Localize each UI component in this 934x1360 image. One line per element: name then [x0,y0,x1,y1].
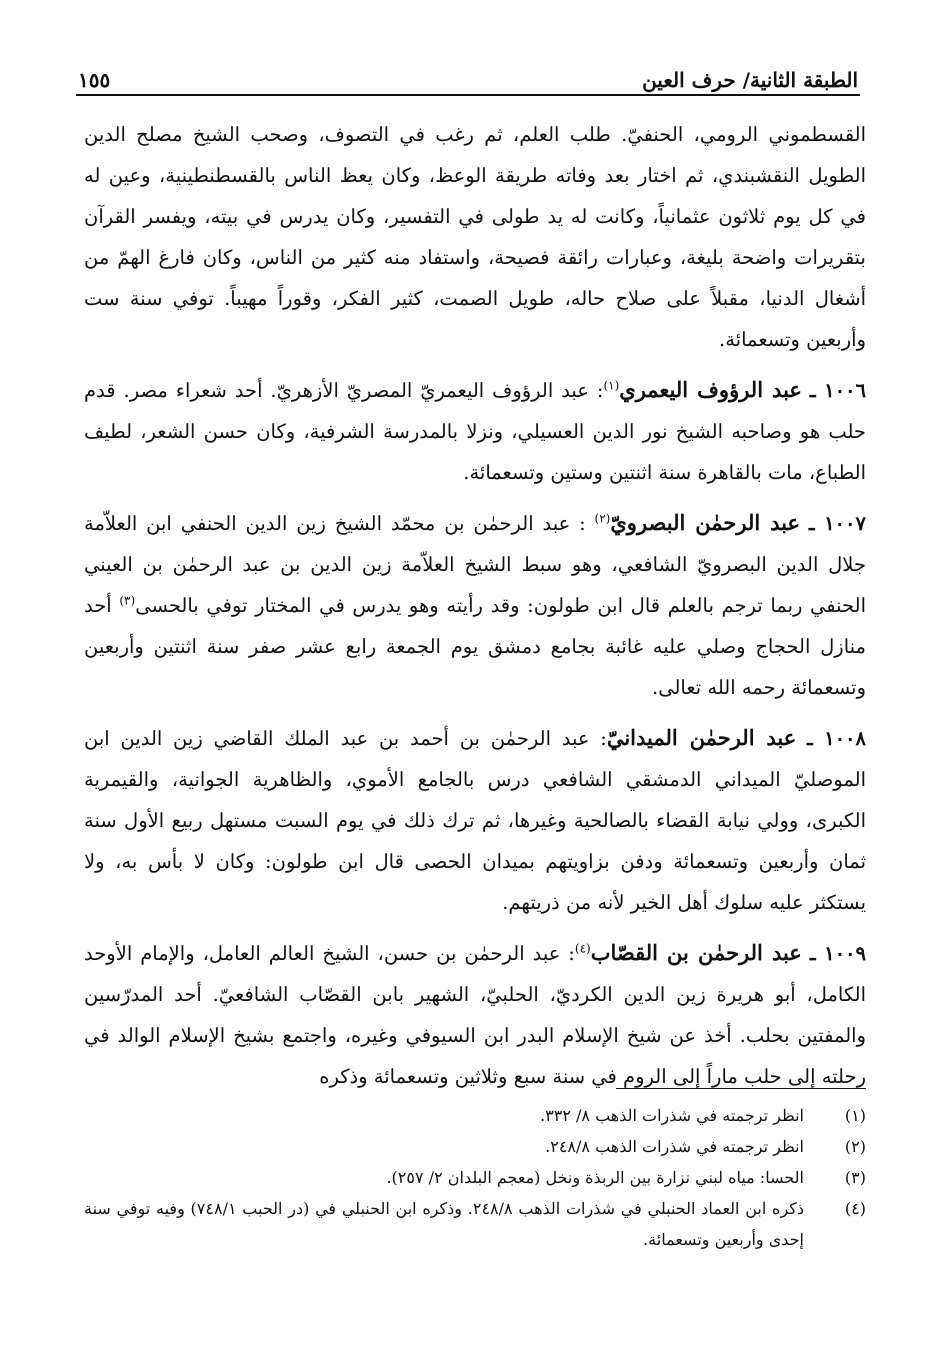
entry-1007 [84,502,866,708]
entry-1008 [84,717,866,923]
entry-name: عبد الرحمٰن الميدانيّ [606,725,797,750]
main-text [84,114,866,1106]
entry-1009 [84,932,866,1097]
footnote-ref: (٤) [574,941,591,956]
entry-text: : عبد الرؤوف اليعمريّ المصريّ الأزهريّ. أحد شعراء مصر. قدم حلب هو وصاحبه الشيخ نور الدين العسيلي، ونزلا بالمدرسة الشرفية، وكان حسن الشعر، لطيف الطباع، مات بالقاهرة سنة اثنتين وستين وتسعمائة. [84,379,866,484]
footnote-number: (٤) [844,1199,866,1218]
entry-name: عبد الرؤوف اليعمري [619,377,802,402]
footnote-text: ذكره ابن العماد الحنبلي في شذرات الذهب ٢٤٨/٨. وذكره ابن الحنبلي في (در الحبب ٧٤٨/١) وفيه توفي سنة إحدى وأربعين وتسعمائة. [84,1199,805,1249]
entry-number: ١٠٠٩ ـ [809,942,866,965]
running-title: الطبقة الثانية/ حرف العين [642,68,858,92]
footnote-number: (١) [844,1106,866,1125]
footnote-text: الحسا: مياه لبني نزارة بين الربذة ونخل (معجم البلدان ٢/ ٢٥٧). [386,1168,804,1187]
footnote-ref: (١) [603,378,620,393]
entry-name: عبد الرحمٰن بن القصّاب [590,940,802,965]
footnote-text: انظر ترجمته في شذرات الذهب ٢٤٨/٨. [545,1137,804,1156]
header-rule [76,94,860,96]
footnote [84,1193,866,1255]
footnote-ref: (٢) [594,511,611,526]
footnote-rule [616,1088,866,1089]
footnote [84,1100,866,1131]
intro-paragraph: القسطموني الرومي، الحنفيّ. طلب العلم، ثم رغب في التصوف، وصحب الشيخ مصلح الدين الطويل النقشبندي، ثم اختار بعد وفاته طريقة الوعظ، وكان يعظ الناس بالقسطنطينية، وعين له في كل يوم ثلاثون عثمانياً، وكانت له يد طولى في التفسير، وكان يدرس في بيته، ويفسر القرآن بتقريرات واضحة بليغة، وعبارات رائقة فصيحة، واستفاد منه كثير من الناس، وكان فارغ الهمّ من أشغال الدنيا، مقبلاً على صلاح حاله، طويل الصمت، كثير الفكر، وقوراً مهيباً. توفي سنة ست وأربعين وتسعمائة. [84,123,866,351]
entry-number: ١٠٠٦ ـ [809,379,866,402]
page-header [78,52,858,92]
entry-text: : عبد الرحمٰن بن محمّد الشيخ زين الدين الحنفي ابن العلاّمة جلال الدين البصرويّ الشافعي، وهو سبط الشيخ العلاّمة زين الدين بن عبد الرحمٰن بن العيني الحنفي ربما ترجم بالعلم قال ابن طولون: وقد رأيته وهو يدرس في المختار توفي بالحسى [84,512,867,617]
entry-text-continued: أحد منازل الحجاج وصلي عليه غائبة بجامع دمشق يوم الجمعة رابع عشر صفر سنة اثنتين وأربعين وتسعمائة رحمه الله تعالى. [84,594,866,699]
entry-1006 [84,369,866,493]
footnote-number: (٢) [844,1137,866,1156]
footnote-number: (٣) [844,1168,866,1187]
entry-text: : عبد الرحمٰن بن حسن، الشيخ العالم العامل، والإمام الأوحد الكامل، أبو هريرة زين الدين الكرديّ، الحلبيّ، الشهير بابن القصّاب الشافعيّ. أحد المدرّسين والمفتين بحلب. أخذ عن شيخ الإسلام البدر ابن السيوفي وغيره، واجتمع بشيخ الإسلام الوالد في رحلته إلى حلب ماراً إلى الروم في سنة سبع وثلاثين وتسعمائة وذكره [84,942,866,1088]
entry-name: عبد الرحمٰن البصرويّ [610,510,801,535]
footnotes [84,1100,866,1255]
page-number: ١٥٥ [78,68,111,92]
footnote [84,1162,866,1193]
footnote-ref: (٣) [119,593,136,608]
footnote-text: انظر ترجمته في شذرات الذهب ٨/ ٣٣٢. [540,1106,804,1125]
entry-number: ١٠٠٨ ـ [807,727,866,750]
entry-text: : عبد الرحمٰن بن أحمد بن عبد الملك القاضي زين الدين ابن الموصليّ الميداني الدمشقي الشافعي درس بالجامع الأموي، والظاهرية الجوانية، والقيمرية الكبرى، وولي نيابة القضاء بالصالحية وغيرها، ثم ترك ذلك في يوم السبت مستهل ربيع الأول سنة ثمان وأربعين وتسعمائة ودفن بزاويتهم بميدان الحصى قال ابن طولون: وكان لا بأس به، ولا يستكثر عليه سلوك أهل الخير لأنه من ذريتهم. [84,727,866,914]
footnote [84,1131,866,1162]
entry-number: ١٠٠٧ ـ [808,512,866,535]
